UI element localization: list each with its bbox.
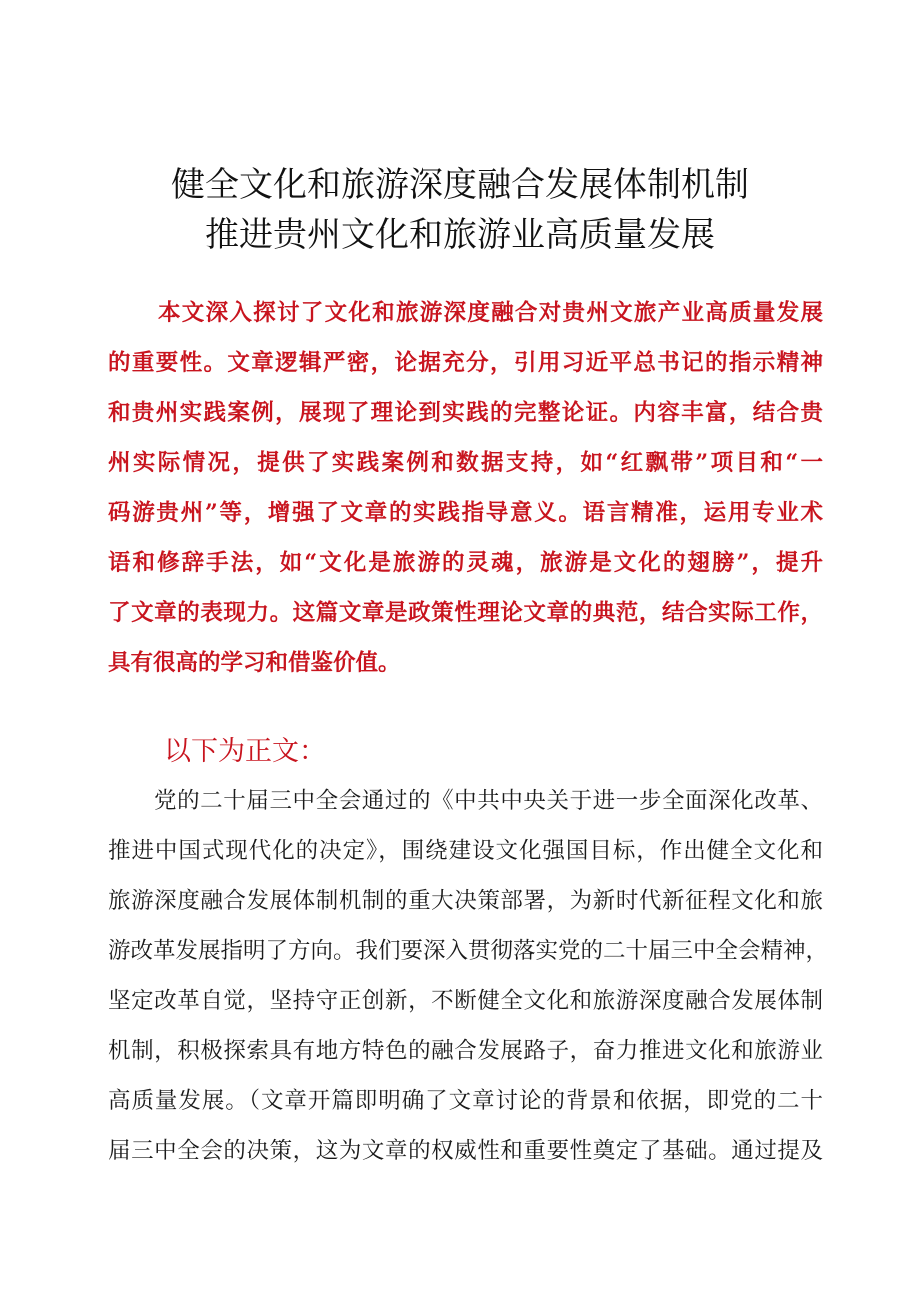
body-line: 届三中全会的决策，这为文章的权威性和重要性奠定了基础。通过提及 [108,1138,823,1164]
abstract-line: 和贵州实践案例，展现了理论到实践的完整论证。内容丰富，结合贵 [108,400,823,426]
body-paragraph [108,788,829,1190]
abstract-line: 了文章的表现力。这篇文章是政策性理论文章的典范，结合实际工作， [108,600,823,626]
section-heading: 以下为正文： [164,736,326,767]
body-line: 旅游深度融合发展体制机制的重大决策部署，为新时代新征程文化和旅 [108,888,823,914]
abstract-line: 本文深入探讨了文化和旅游深度融合对贵州文旅产业高质量发展 [158,300,823,326]
body-line: 坚定改革自觉，坚持守正创新，不断健全文化和旅游深度融合发展体制 [108,988,823,1014]
body-line: 推进中国式现代化的决定》，围绕建设文化强国目标，作出健全文化和 [108,838,823,864]
document-title-line-1: 健全文化和旅游深度融合发展体制机制 [171,165,749,205]
abstract-line: 语和修辞手法，如“文化是旅游的灵魂，旅游是文化的翅膀”，提升 [108,550,823,576]
body-line: 游改革发展指明了方向。我们要深入贯彻落实党的二十届三中全会精神， [108,938,829,964]
abstract-line: 州实际情况，提供了实践案例和数据支持，如“红飘带”项目和“一 [108,450,823,476]
body-line: 高质量发展。（文章开篇即明确了文章讨论的背景和依据，即党的二十 [108,1088,823,1114]
body-line: 党的二十届三中全会通过的《中共中央关于进一步全面深化改革、 [154,788,823,814]
abstract-line: 的重要性。文章逻辑严密，论据充分，引用习近平总书记的指示精神 [108,350,823,376]
body-line: 机制，积极探索具有地方特色的融合发展路子，奋力推进文化和旅游业 [108,1038,823,1064]
abstract-line: 具有很高的学习和借鉴价值。 [108,650,401,676]
document-title-line-2: 推进贵州文化和旅游业高质量发展 [205,215,715,255]
abstract-line: 码游贵州”等，增强了文章的实践指导意义。语言精准，运用专业术 [108,500,823,526]
abstract-paragraph [108,302,823,702]
